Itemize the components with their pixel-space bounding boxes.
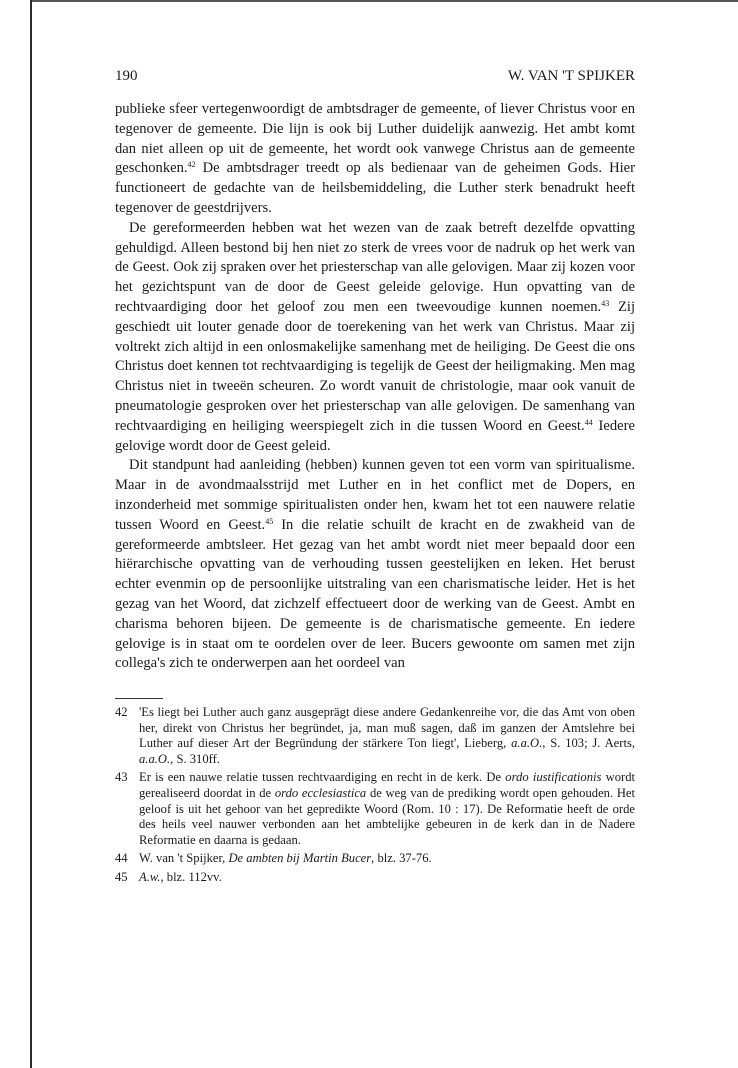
footnote-number: 42 (115, 705, 128, 720)
page-number: 190 (115, 68, 138, 84)
footnote-number: 44 (115, 851, 128, 866)
book-page (115, 66, 635, 889)
footnote-text: W. van 't Spijker, De ambten bij Martin Bucer, blz. 37-76. (139, 851, 432, 866)
footnote (115, 851, 635, 867)
scan-edge (30, 0, 738, 2)
footnote (115, 705, 635, 767)
paragraph: Dit standpunt had aanleiding (hebben) kunnen geven tot een vorm van spiritualisme. Maar in de avondmaalsstrijd met Luther en in het conflict met de Dopers, en inzonderheid met sommige spiritualisten onder hen, kwam het tot een nauwere relatie tussen Woord en Geest.$^{45}$ In die relatie schuilt de kracht en de zwakheid van de gereformeerde ambtsleer. Het gezag van het ambt wordt niet meer bepaald door een hiërarchische opvatting van de verhouding tussen geestelijken en leken. Het berust echter evenmin op de persoonlijke uitstraling van een charismatische leider. Het is het gezag van het Woord, dat zichzelf effectueert door de werking van de Geest. Ambt en charisma behoren bijeen. De gemeente is de charismatische gemeente. En iedere gelovige is in staat om te oordelen over de leer. Bucers gewoonte om samen met zijn collega's zich te onderwerpen aan het oordeel van (115, 457, 635, 672)
footnotes (115, 705, 635, 886)
footnote-ref: 44 (584, 417, 593, 427)
footnote-number: 45 (115, 870, 128, 885)
footnote-text: A.w., blz. 112vv. (139, 870, 222, 885)
footnote-ref: 43 (601, 298, 610, 308)
footnote (115, 870, 635, 886)
scan-edge (30, 0, 32, 1068)
footnote-text: 'Es liegt bei Luther auch ganz ausgeprägt diese andere Gedankenreihe vor, die das Amt von oben her, direkt von Christus her begründet, ja, man muß sagen, daß im ganzen der Amtslehre bei Luther auf dieser Art der Begründung der stärkere Ton liegt', Lieberg, a.a.O., S. 103; J. Aerts, a.a.O., S. 310ff. (139, 705, 635, 766)
paragraph: De gereformeerden hebben wat het wezen van de zaak betreft dezelfde opvatting gehuldigd. Alleen bestond bij hen niet zo sterk de vrees voor de nadruk op het werk van de Geest. Ook zij spraken over het priesterschap van alle gelovigen. Maar zij kozen voor het gezichtspunt van de door de Geest geleide gelovige. Hun opvatting van de rechtvaardiging door het geloof zou men een tweevoudige kunnen noemen.$^{43}$ Zij geschiedt uit louter genade door de toerekening van het werk van Christus. Maar zij voltrekt zich altijd in een onlosmakelijke samenhang met de heiliging. De Geest die ons Christus doet kennen tot rechtvaardiging is tegelijk de Geest der heiligmaking. Men mag Christus niet in tweeën scheuren. Zo wordt vanuit de christologie, maar ook vanuit de pneumatologie gesproken over het priesterschap van alle gelovigen. De samenhang van rechtvaardiging en heiliging weerspiegelt zich in die tussen Woord en Geest.$^{44}$ Iedere gelovige wordt door de Geest geleid. (115, 219, 635, 454)
footnote-text: Er is een nauwe relatie tussen rechtvaardiging en recht in de kerk. De ordo iustificationis wordt gerealiseerd doordat in de ordo ecclesiastica de weg van de prediking wordt open gehouden. Het geloof is uit het gehoor van het gepredikte Woord (Rom. 10 : 17). De Reformatie heeft de orde des heils veel nauwer verbonden aan het ambtelijke gebeuren in de kerk dan in de Nadere Reformatie en daarna is gedaan. (139, 770, 636, 847)
footnote (115, 770, 635, 848)
footnote-ref: 45 (265, 516, 274, 526)
body-text (115, 100, 635, 674)
paragraph: publieke sfeer vertegenwoordigt de ambtsdrager de gemeente, of liever Christus voor en tegenover de gemeente. Die lijn is ook bij Luther duidelijk aanwezig. Het ambt komt dan niet alleen op uit de gemeente, het wordt ook vanwege Christus aan de gemeente geschonken.$^{42}$ De ambtsdrager treedt op als bedienaar van de geheimen Gods. Hier functioneert de gedachte van de heilsbemiddeling, die Luther sterk benadrukt heeft tegenover de geestdrijvers. (115, 101, 635, 216)
running-title: W. VAN 'T SPIJKER (507, 68, 635, 84)
footnote-number: 43 (115, 770, 128, 785)
footnote-divider (115, 698, 163, 699)
running-header (115, 66, 635, 86)
footnote-ref: 42 (187, 160, 196, 170)
